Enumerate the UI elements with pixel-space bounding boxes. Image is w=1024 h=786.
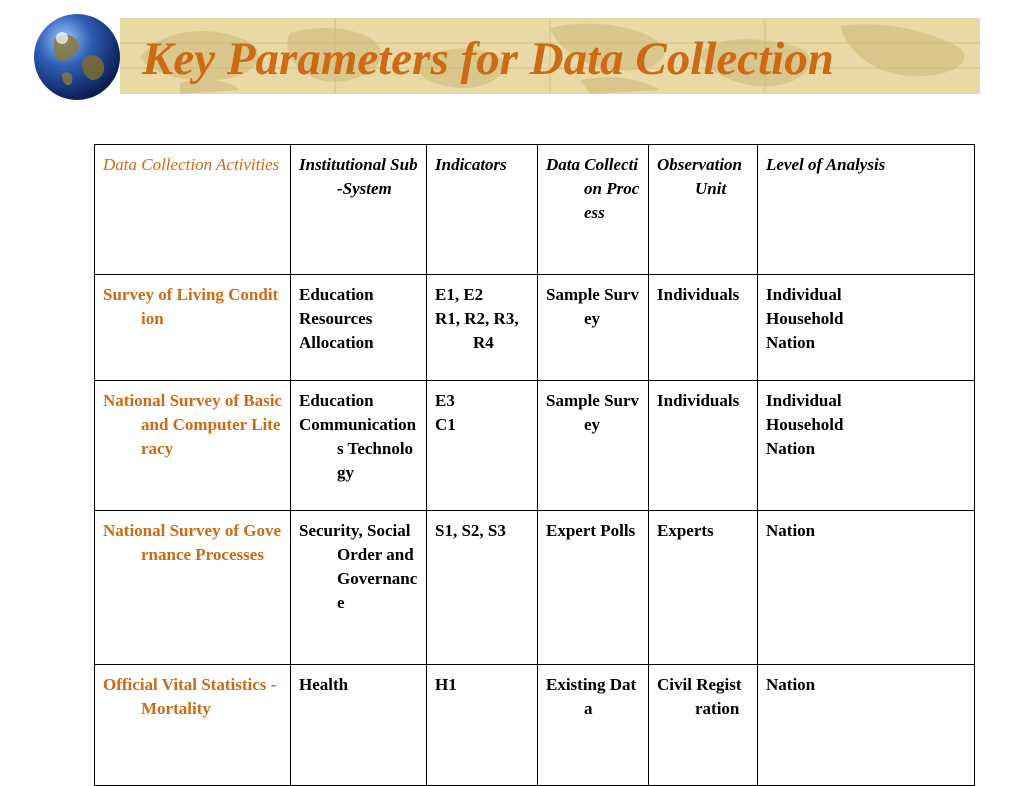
parameters-table <box>94 144 975 786</box>
activity-cell: Survey of Living Condition <box>95 275 291 381</box>
indicators-cell: S1, S2, S3 <box>427 511 538 665</box>
process-cell: Sample Survey <box>538 381 649 511</box>
indicators-cell: H1 <box>427 665 538 786</box>
header-process: Data Collection Process <box>538 145 649 275</box>
activity-cell: National Survey of Basic and Computer Literacy <box>95 381 291 511</box>
process-cell: Existing Data <box>538 665 649 786</box>
table-row <box>95 511 975 665</box>
table-row <box>95 665 975 786</box>
activity-cell: National Survey of Governance Processes <box>95 511 291 665</box>
header-level: Level of Analysis <box>758 145 975 275</box>
header-subsystem: Institutional Sub-System <box>291 145 427 275</box>
globe-icon <box>32 12 122 102</box>
unit-cell: Civil Registration <box>649 665 758 786</box>
table-header-row <box>95 145 975 275</box>
indicators-cell: E3 C1 <box>427 381 538 511</box>
unit-cell: Individuals <box>649 381 758 511</box>
level-cell: Individual Household Nation <box>758 381 975 511</box>
subsystem-cell: Health <box>291 665 427 786</box>
level-cell: Individual Household Nation <box>758 275 975 381</box>
activity-cell: Official Vital Statistics - Mortality <box>95 665 291 786</box>
header-indicators: Indicators <box>427 145 538 275</box>
table-row <box>95 381 975 511</box>
table-row <box>95 275 975 381</box>
header-unit: Observation Unit <box>649 145 758 275</box>
header-activities: Data Collection Activities <box>95 145 291 275</box>
unit-cell: Experts <box>649 511 758 665</box>
indicators-cell: E1, E2 R1, R2, R3, R4 <box>427 275 538 381</box>
page-title: Key Parameters for Data Collection <box>142 33 834 85</box>
level-cell: Nation <box>758 665 975 786</box>
unit-cell: Individuals <box>649 275 758 381</box>
subsystem-cell: Education Resources Allocation <box>291 275 427 381</box>
subsystem-cell: Security, Social Order and Governance <box>291 511 427 665</box>
process-cell: Sample Survey <box>538 275 649 381</box>
level-cell: Nation <box>758 511 975 665</box>
subsystem-cell: Education Communications Technology <box>291 381 427 511</box>
process-cell: Expert Polls <box>538 511 649 665</box>
